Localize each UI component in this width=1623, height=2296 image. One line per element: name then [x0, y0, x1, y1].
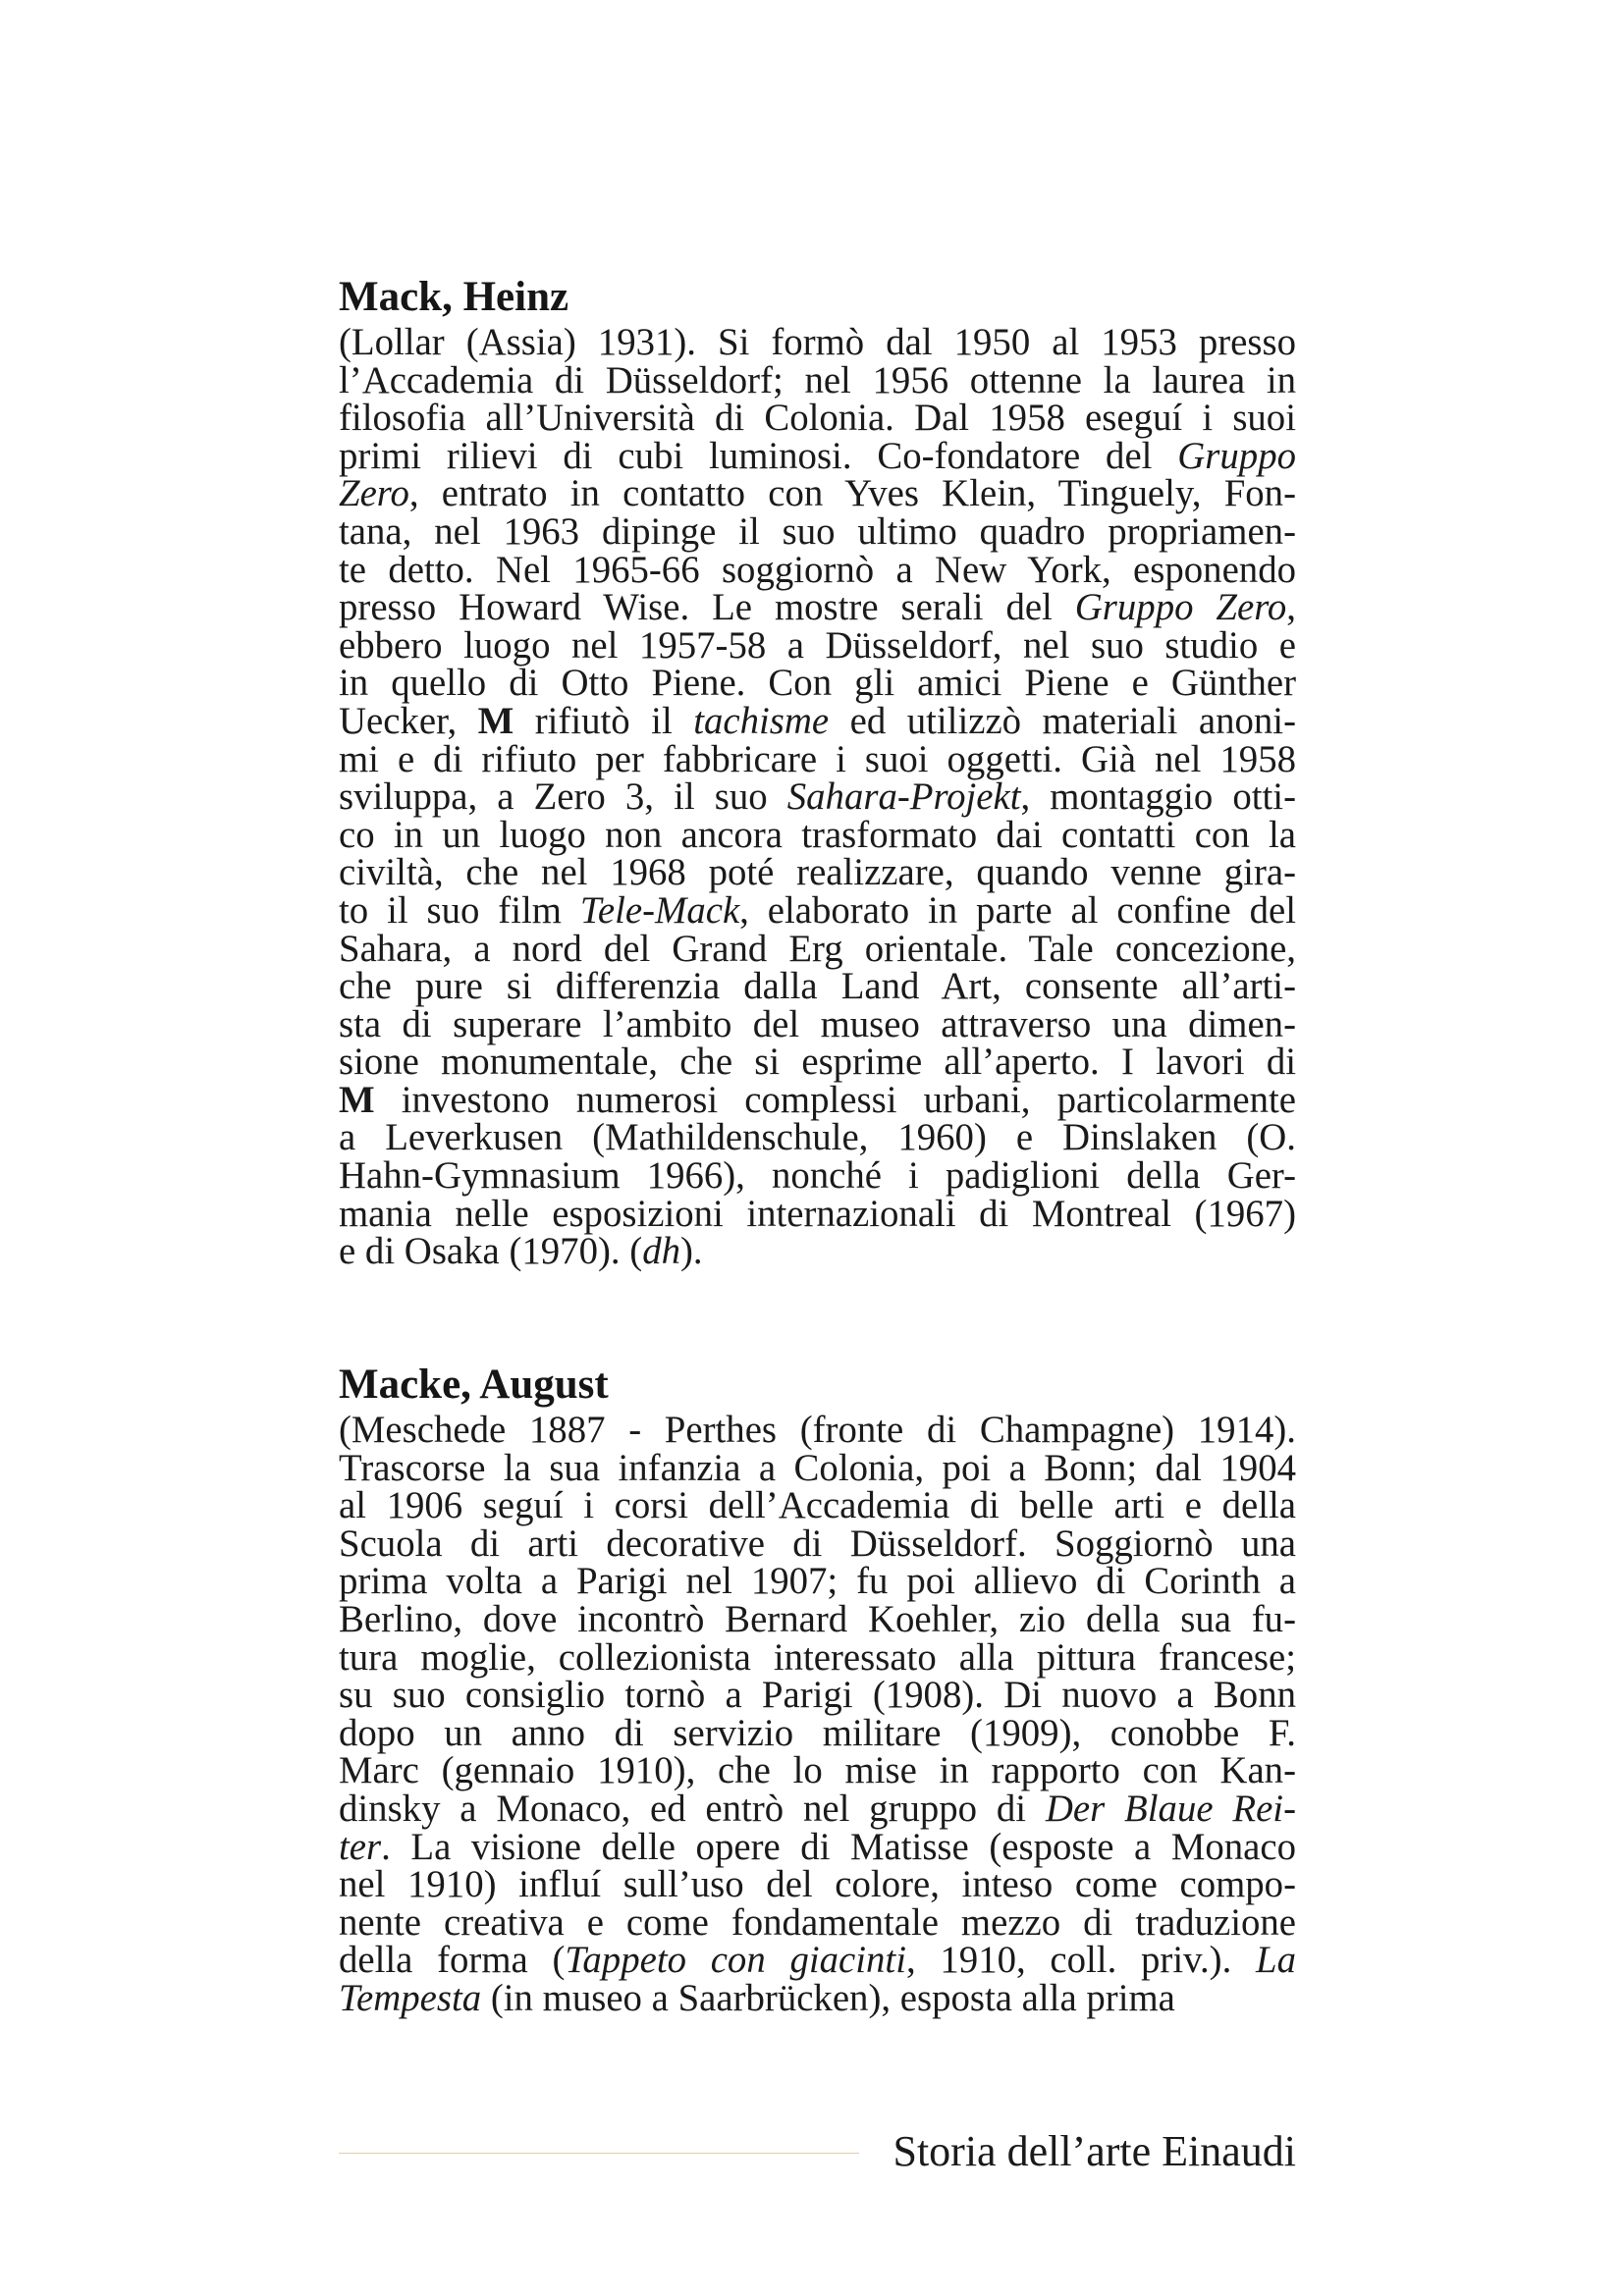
text-line: [339, 623, 1296, 667]
text-line: [339, 699, 1296, 742]
text-segment: a Leverkusen (Mathildenschule, 1960) e Dinslaken (O.: [339, 1116, 1296, 1159]
text-line: [339, 548, 1296, 591]
text-segment: , entrato in contatto con Yves Klein, Tinguely, Fon-: [408, 472, 1296, 515]
text-line: [339, 888, 1296, 932]
text-segment: nente creativa e come fondamentale mezzo di traduzione: [339, 1900, 1296, 1944]
text-segment: tura moglie, collezionista interessato alla pittura francese;: [339, 1635, 1296, 1679]
text-segment: presso Howard Wise. Le mostre serali del: [339, 586, 1075, 629]
text-segment: su suo consiglio tornò a Parigi (1908). Di nuovo a Bonn: [339, 1674, 1296, 1717]
text-line: [339, 472, 1296, 515]
text-segment: ed utilizzò materiali anoni-: [829, 699, 1296, 742]
italic-text: La: [1256, 1939, 1296, 1982]
text-line: [339, 775, 1297, 819]
text-segment: to il suo film: [339, 888, 580, 932]
text-line: [339, 1230, 1296, 1273]
text-line: [339, 1484, 1296, 1527]
text-line: [339, 397, 1296, 440]
text-segment: co in un luogo non ancora trasformato dai contatti con la: [339, 813, 1296, 856]
bold-text: M: [339, 1078, 375, 1121]
text-line: [339, 1674, 1296, 1717]
italic-text: Gruppo Zero: [1074, 586, 1287, 629]
entry-macke-august: [339, 1359, 1296, 2018]
text-segment: primi rilievi di cubi luminosi. Co-fondatore del: [339, 434, 1178, 477]
text-segment: tana, nel 1963 dipinge il suo ultimo quadro propriamen-: [339, 509, 1296, 553]
page-footer: [339, 2126, 1296, 2177]
text-segment: dopo un anno di servizio militare (1909), conobbe F.: [339, 1711, 1296, 1754]
text-segment: che pure si differenzia dalla Land Art, consente all’arti-: [339, 965, 1296, 1008]
text-line: [339, 1522, 1296, 1565]
text-line: [339, 813, 1296, 856]
text-line: [339, 1043, 1296, 1082]
text-segment: (Lollar (Assia) 1931). Si formò dal 1950 al 1953 presso: [339, 321, 1296, 363]
text-line: [339, 434, 1296, 477]
text-line: [339, 1976, 1296, 2019]
text-segment: Berlino, dove incontrò Bernard Koehler, zio della sua fu-: [339, 1597, 1296, 1640]
italic-text: Tempesta: [339, 1976, 482, 2019]
text-segment: , elaborato in parte al confine del: [739, 888, 1296, 932]
text-line: [339, 1002, 1296, 1045]
text-line: [339, 737, 1296, 780]
italic-text: dh: [642, 1230, 680, 1273]
text-line: [339, 1446, 1296, 1489]
text-line: [339, 662, 1296, 705]
italic-text: Tappeto con giacinti: [565, 1939, 906, 1982]
text-segment: mania nelle esposizioni internazionali di Montreal (1967): [339, 1192, 1296, 1235]
text-line: [339, 927, 1296, 970]
italic-text: Zero: [339, 472, 409, 515]
text-line: [339, 965, 1296, 1008]
footer-title: Storia dell’arte Einaudi: [893, 2127, 1296, 2175]
italic-text: Tele-Mack: [579, 888, 740, 932]
text-segment: prima volta a Parigi nel 1907; fu poi allievo di Corinth a: [339, 1560, 1296, 1603]
text-segment: in quello di Otto Piene. Con gli amici Piene e Günther: [339, 662, 1296, 705]
text-segment: dinsky a Monaco, ed entrò nel gruppo di: [339, 1787, 1046, 1830]
text-segment: ,: [1286, 586, 1296, 629]
text-segment: (in museo a Saarbrücken), esposta alla prima: [481, 1976, 1175, 2019]
text-segment: civiltà, che nel 1968 poté realizzare, quando venne gira-: [339, 851, 1296, 894]
italic-text: Der Blaue Rei-: [1045, 1787, 1296, 1830]
text-segment: Uecker,: [339, 699, 478, 742]
footer-rule: [339, 2153, 859, 2154]
text-line: [339, 851, 1296, 894]
text-line: [339, 321, 1296, 363]
text-segment: , 1910, coll. priv.).: [905, 1939, 1257, 1982]
text-line: [339, 1078, 1296, 1121]
text-segment: sviluppa, a Zero 3, il suo: [339, 775, 787, 819]
text-segment: Sahara, a nord del Grand Erg orientale. Tale concezione,: [339, 927, 1296, 970]
text-segment: ).: [680, 1230, 703, 1273]
text-line: [339, 1900, 1296, 1944]
text-segment: ebbero luogo nel 1957-58 a Düsseldorf, nel suo studio e: [339, 623, 1296, 667]
text-line: [339, 1635, 1296, 1679]
text-line: [339, 1749, 1296, 1792]
entry-title: Macke, August: [339, 1362, 609, 1408]
entry-body: [339, 1409, 1296, 2019]
text-line: [339, 1711, 1296, 1754]
text-segment: rifiutò il: [514, 699, 694, 742]
text-line: [339, 509, 1296, 553]
text-segment: (Meschede 1887 - Perthes (fronte di Champagne) 1914).: [339, 1409, 1296, 1451]
text-segment: , montaggio otti-: [1020, 775, 1297, 819]
bold-text: M: [477, 699, 514, 742]
text-segment: della forma (: [339, 1939, 566, 1982]
text-line: [339, 358, 1296, 401]
entry-title: Mack, Heinz: [339, 274, 569, 320]
text-segment: nel 1910) influí sull’uso del colore, inteso come compo-: [339, 1863, 1296, 1906]
italic-text: ter: [339, 1825, 382, 1868]
italic-text: Sahara-Projekt: [786, 775, 1021, 819]
text-segment: Marc (gennaio 1910), che lo mise in rapporto con Kan-: [339, 1749, 1296, 1792]
text-segment: sione monumentale, che si esprime all’aperto. I lavori di: [339, 1041, 1296, 1084]
text-segment: te detto. Nel 1965-66 soggiornò a New York, esponendo: [339, 548, 1296, 591]
text-segment: Scuola di arti decorative di Düsseldorf. Soggiornò una: [339, 1522, 1296, 1565]
text-segment: filosofia all’Università di Colonia. Dal 1958 eseguí i suoi: [339, 397, 1296, 440]
text-segment: al 1906 seguí i corsi dell’Accademia di belle arti e della: [339, 1484, 1296, 1527]
text-line: [339, 1863, 1296, 1906]
text-line: [339, 1560, 1296, 1603]
text-line: [339, 1825, 1296, 1868]
italic-text: tachisme: [693, 699, 830, 742]
text-segment: mi e di rifiuto per fabbricare i suoi oggetti. Già nel 1958: [339, 737, 1296, 780]
text-segment: Hahn-Gymnasium 1966), nonché i padiglioni della Ger-: [339, 1154, 1296, 1198]
text-line: [339, 1409, 1296, 1451]
text-segment: . La visione delle opere di Matisse (esposte a Monaco: [381, 1825, 1296, 1868]
text-segment: e di Osaka (1970). (: [339, 1230, 643, 1273]
text-line: [339, 1154, 1296, 1198]
text-segment: sta di superare l’ambito del museo attraverso una dimen-: [339, 1002, 1296, 1045]
text-line: [339, 1597, 1296, 1640]
text-segment: Trascorse la sua infanzia a Colonia, poi a Bonn; dal 1904: [339, 1446, 1296, 1489]
text-line: [339, 1192, 1296, 1235]
text-segment: investono numerosi complessi urbani, particolarmente: [374, 1078, 1296, 1121]
text-line: [339, 1116, 1296, 1159]
text-line: [339, 1787, 1296, 1830]
entry-mack-heinz: [339, 271, 1296, 1271]
text-line: [339, 1939, 1296, 1982]
italic-text: Gruppo: [1177, 434, 1296, 477]
text-line: [339, 586, 1296, 629]
entry-body: [339, 321, 1297, 1273]
text-segment: l’Accademia di Düsseldorf; nel 1956 ottenne la laurea in: [339, 358, 1296, 401]
